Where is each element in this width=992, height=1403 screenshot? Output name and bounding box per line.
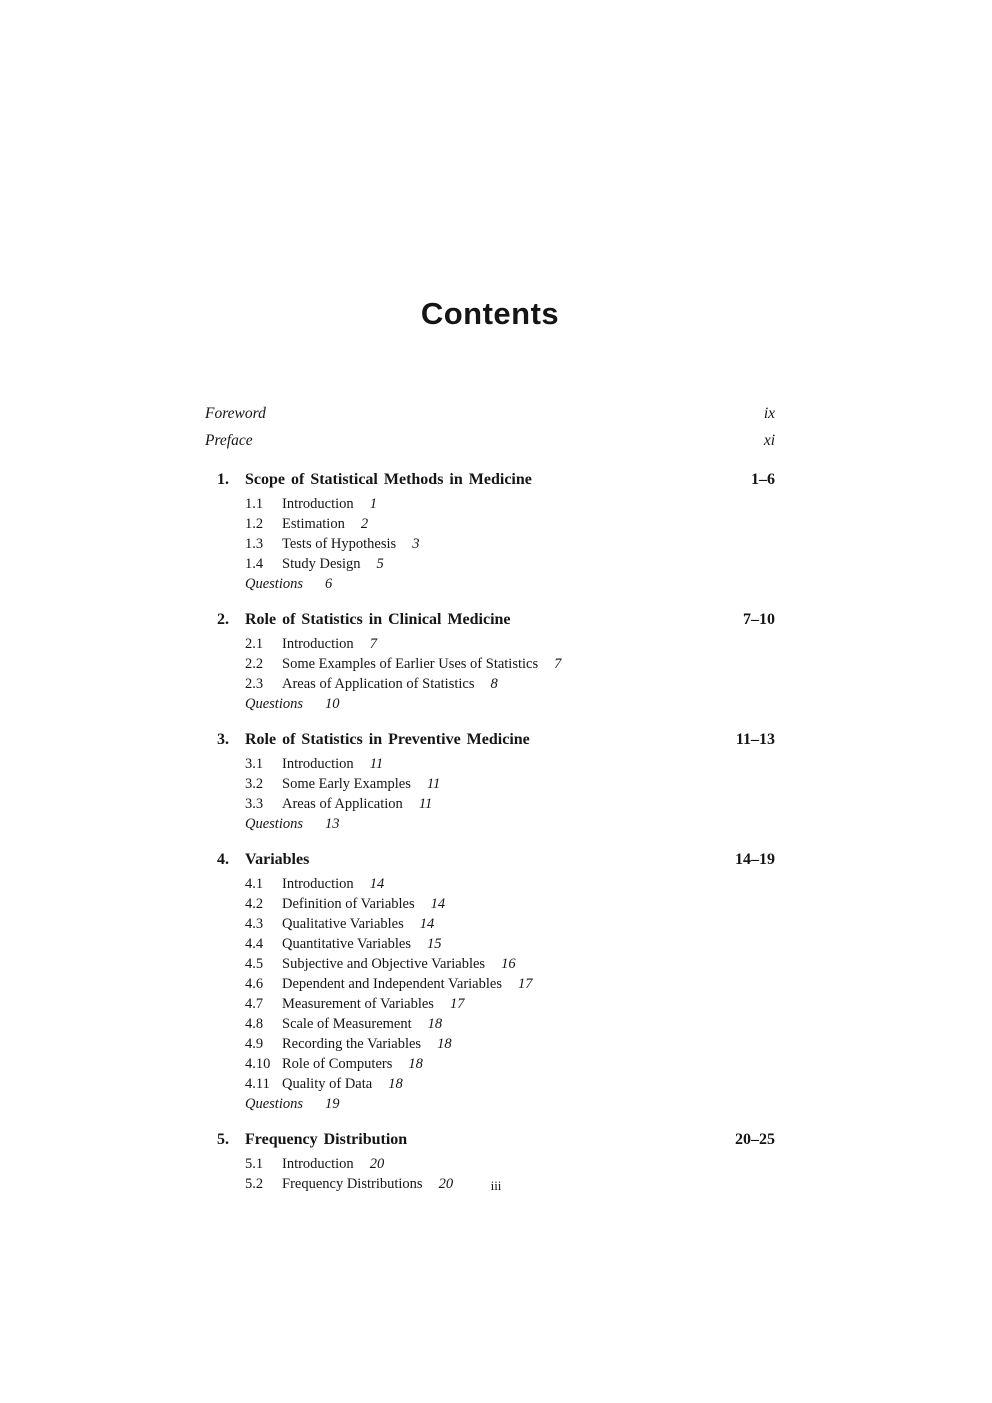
section-page: 14 bbox=[430, 896, 446, 912]
section-title: Frequency Distributions bbox=[282, 1176, 423, 1192]
front-matter bbox=[205, 400, 775, 454]
section-number: 2.1 bbox=[245, 636, 264, 652]
chapter-number: 2. bbox=[217, 611, 229, 628]
section-number: 4.4 bbox=[245, 936, 264, 952]
toc-section-row bbox=[205, 534, 775, 554]
toc-section-row bbox=[205, 974, 775, 994]
chapter-number: 1. bbox=[217, 471, 229, 488]
section-title: Introduction bbox=[282, 496, 354, 512]
questions-label: Questions bbox=[245, 1096, 303, 1112]
section-page: 20 bbox=[438, 1176, 454, 1192]
section-title: Quantitative Variables bbox=[282, 936, 411, 952]
section-title: Introduction bbox=[282, 1156, 354, 1172]
section-number: 4.2 bbox=[245, 896, 264, 912]
toc-section-row bbox=[205, 674, 775, 694]
section-title: Introduction bbox=[282, 756, 354, 772]
section-number: 4.6 bbox=[245, 976, 264, 992]
section-title: Some Examples of Earlier Uses of Statistics bbox=[282, 656, 539, 672]
section-number: 4.3 bbox=[245, 916, 264, 932]
section-page: 8 bbox=[490, 676, 498, 692]
section-title: Areas of Application of Statistics bbox=[282, 676, 475, 692]
section-page: 7 bbox=[369, 636, 377, 652]
questions-label: Questions bbox=[245, 576, 303, 592]
section-number: 4.11 bbox=[245, 1076, 270, 1092]
section-number: 5.2 bbox=[245, 1176, 264, 1192]
section-page: 20 bbox=[369, 1156, 385, 1172]
section-page: 18 bbox=[437, 1036, 452, 1052]
section-page: 18 bbox=[427, 1016, 443, 1032]
section-page: 18 bbox=[408, 1056, 423, 1072]
section-number: 3.1 bbox=[245, 756, 264, 772]
section-page: 11 bbox=[426, 776, 441, 792]
chapter-page-range: 7–10 bbox=[743, 611, 775, 628]
chapter-sections bbox=[205, 634, 775, 714]
section-title: Estimation bbox=[282, 516, 345, 532]
chapter-heading bbox=[205, 469, 775, 491]
front-matter-label: Foreword bbox=[205, 405, 266, 422]
section-page: 11 bbox=[369, 756, 384, 772]
toc-section-row bbox=[205, 954, 775, 974]
toc-section-row bbox=[205, 1074, 775, 1094]
toc-section-row bbox=[205, 994, 775, 1014]
section-number: 3.2 bbox=[245, 776, 264, 792]
chapter-sections bbox=[205, 494, 775, 594]
questions-label: Questions bbox=[245, 816, 303, 832]
section-title: Recording the Variables bbox=[282, 1036, 422, 1052]
chapter-heading bbox=[205, 729, 775, 751]
chapters-list bbox=[205, 469, 775, 1194]
chapter-title: Frequency Distribution bbox=[245, 1131, 408, 1148]
toc-section-row bbox=[205, 794, 775, 814]
chapter-heading bbox=[205, 849, 775, 871]
section-title: Introduction bbox=[282, 876, 354, 892]
section-number: 1.1 bbox=[245, 496, 264, 512]
front-matter-label: Preface bbox=[205, 432, 253, 449]
content-column bbox=[205, 0, 775, 1194]
questions-page: 19 bbox=[325, 1096, 340, 1112]
toc-section-row bbox=[205, 934, 775, 954]
section-title: Some Early Examples bbox=[282, 776, 411, 792]
chapter-number: 3. bbox=[217, 731, 229, 748]
section-title: Scale of Measurement bbox=[282, 1016, 412, 1032]
questions-page: 13 bbox=[325, 816, 340, 832]
toc-section-row bbox=[205, 874, 775, 894]
section-title: Areas of Application bbox=[282, 796, 403, 812]
questions-label: Questions bbox=[245, 696, 303, 712]
section-page: 3 bbox=[412, 536, 420, 552]
questions-page: 10 bbox=[325, 696, 340, 712]
section-number: 1.2 bbox=[245, 516, 264, 532]
chapter-number: 4. bbox=[217, 851, 229, 868]
chapter-page-range: 11–13 bbox=[735, 731, 775, 748]
chapter-title: Role of Statistics in Preventive Medicine bbox=[245, 731, 530, 748]
front-matter-page: ix bbox=[763, 405, 775, 422]
section-title: Dependent and Independent Variables bbox=[282, 976, 502, 992]
section-page: 17 bbox=[449, 996, 465, 1012]
toc-section-row bbox=[205, 754, 775, 774]
questions-row bbox=[205, 814, 775, 834]
section-title: Study Design bbox=[282, 556, 361, 572]
section-page: 2 bbox=[360, 516, 369, 532]
page-title: Contents bbox=[420, 296, 560, 331]
chapter-title: Scope of Statistical Methods in Medicine bbox=[245, 471, 532, 488]
section-title: Introduction bbox=[282, 636, 354, 652]
chapter-number: 5. bbox=[217, 1131, 229, 1148]
section-title: Definition of Variables bbox=[282, 896, 415, 912]
chapter-page-range: 14–19 bbox=[735, 851, 775, 868]
section-page: 7 bbox=[554, 656, 562, 672]
chapter-sections bbox=[205, 874, 775, 1114]
toc-section-row bbox=[205, 1054, 775, 1074]
toc-section-row bbox=[205, 1154, 775, 1174]
questions-row bbox=[205, 1094, 775, 1114]
section-page: 14 bbox=[369, 876, 385, 892]
section-number: 3.3 bbox=[245, 796, 264, 812]
toc-section-row bbox=[205, 634, 775, 654]
toc-chapter bbox=[205, 469, 775, 594]
toc-section-row bbox=[205, 554, 775, 574]
toc-section-row bbox=[205, 894, 775, 914]
section-title: Quality of Data bbox=[282, 1076, 373, 1092]
section-number: 4.5 bbox=[245, 956, 264, 972]
front-matter-page: xi bbox=[763, 432, 775, 449]
chapter-heading bbox=[205, 1129, 775, 1151]
front-matter-row bbox=[205, 427, 775, 454]
toc-section-row bbox=[205, 654, 775, 674]
toc-chapter bbox=[205, 609, 775, 714]
chapter-heading bbox=[205, 609, 775, 631]
section-number: 2.3 bbox=[245, 676, 264, 692]
section-number: 1.4 bbox=[245, 556, 264, 572]
chapter-page-range: 20–25 bbox=[735, 1131, 775, 1148]
front-matter-row bbox=[205, 400, 775, 427]
toc-section-row bbox=[205, 494, 775, 514]
toc-section-row bbox=[205, 914, 775, 934]
toc-chapter bbox=[205, 849, 775, 1114]
toc-section-row bbox=[205, 514, 775, 534]
section-title: Tests of Hypothesis bbox=[282, 536, 397, 552]
section-number: 4.7 bbox=[245, 996, 264, 1012]
section-page: 11 bbox=[418, 796, 433, 812]
toc-section-row bbox=[205, 774, 775, 794]
section-number: 4.9 bbox=[245, 1036, 264, 1052]
section-page: 16 bbox=[501, 956, 516, 972]
section-number: 4.10 bbox=[245, 1056, 271, 1072]
chapter-title: Variables bbox=[245, 851, 310, 868]
section-title: Qualitative Variables bbox=[282, 916, 404, 932]
section-page: 17 bbox=[517, 976, 533, 992]
toc-section-row bbox=[205, 1034, 775, 1054]
page-number: iii bbox=[490, 1178, 502, 1193]
section-page: 1 bbox=[369, 496, 377, 512]
section-number: 4.8 bbox=[245, 1016, 264, 1032]
section-number: 1.3 bbox=[245, 536, 264, 552]
questions-row bbox=[205, 574, 775, 594]
toc-chapter bbox=[205, 729, 775, 834]
toc-section-row bbox=[205, 1014, 775, 1034]
section-title: Measurement of Variables bbox=[282, 996, 434, 1012]
chapter-sections bbox=[205, 754, 775, 834]
section-page: 5 bbox=[376, 556, 384, 572]
section-page: 15 bbox=[427, 936, 442, 952]
questions-page: 6 bbox=[325, 576, 333, 592]
section-title: Role of Computers bbox=[282, 1056, 393, 1072]
chapter-page-range: 1–6 bbox=[751, 471, 775, 488]
section-number: 2.2 bbox=[245, 656, 264, 672]
section-page: 18 bbox=[388, 1076, 403, 1092]
section-number: 5.1 bbox=[245, 1156, 264, 1172]
section-page: 14 bbox=[419, 916, 435, 932]
section-number: 4.1 bbox=[245, 876, 264, 892]
section-title: Subjective and Objective Variables bbox=[282, 956, 486, 972]
questions-row bbox=[205, 694, 775, 714]
chapter-title: Role of Statistics in Clinical Medicine bbox=[245, 611, 511, 628]
